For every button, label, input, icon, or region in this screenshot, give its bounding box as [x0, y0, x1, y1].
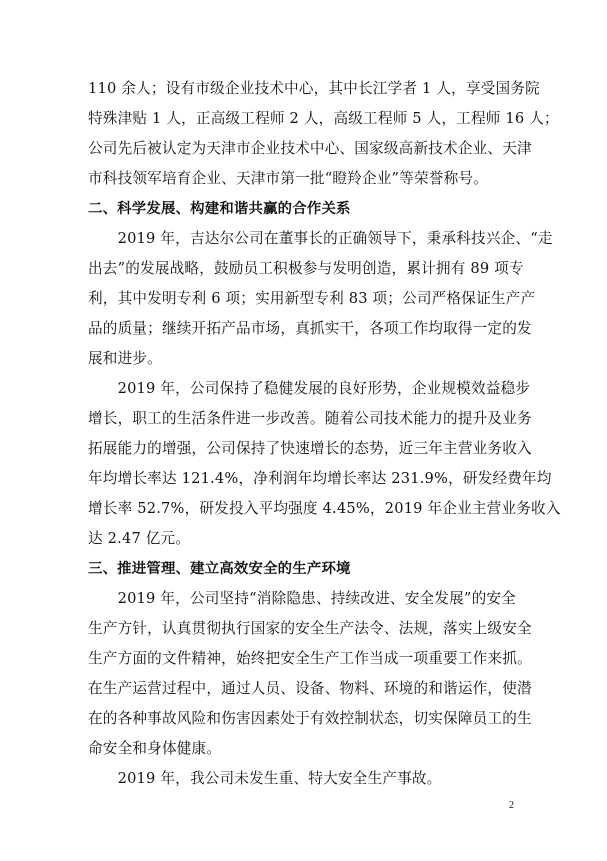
- text-line: 生产方针，认真贯彻执行国家的安全生产法令、法规，落实上级安全: [88, 620, 532, 637]
- text-line: 公司先后被认定为天津市企业技术中心、国家级高新技术企业、天津: [88, 140, 532, 157]
- text-line: 在生产运营过程中，通过人员、设备、物料、环境的和谐运作，使潜: [88, 680, 532, 697]
- text-line: 年均增长率达 121.4%，净利润年均增长率达 231.9%，研发经费年均: [88, 470, 552, 487]
- text-line: 命安全和身体健康。: [88, 740, 222, 757]
- text-line: 2019 年，公司坚持“消除隐患、持续改进、安全发展”的安全: [88, 590, 516, 607]
- text-line: 品的质量；继续开拓产品市场，真抓实干，各项工作均取得一定的发: [88, 320, 532, 337]
- section-heading: 二、科学发展、构建和谐共赢的合作关系: [88, 201, 351, 217]
- text-line: 拓展能力的增强，公司保持了快速增长的态势，近三年主营业务收入: [88, 440, 532, 457]
- text-line: 市科技领军培育企业、天津市第一批“瞪羚企业”等荣誉称号。: [88, 170, 488, 187]
- text-line: 展和进步。: [88, 350, 162, 367]
- text-line: 特殊津贴 1 人，正高级工程师 2 人，高级工程师 5 人，工程师 16 人；: [88, 110, 559, 127]
- body-text: [88, 74, 561, 794]
- text-line: 2019 年，我公司未发生重、特大安全生产事故。: [88, 770, 442, 787]
- text-line: 110 余人；设有市级企业技术中心，其中长江学者 1 人，享受国务院: [88, 80, 540, 97]
- text-line: 生产方面的文件精神，始终把安全生产工作当成一项重要工作来抓。: [88, 650, 532, 667]
- section-heading: 三、推进管理、建立高效安全的生产环境: [88, 561, 351, 577]
- text-line: 增长，职工的生活条件进一步改善。随着公司技术能力的提升及业务: [88, 410, 532, 427]
- text-line: 2019 年，吉达尔公司在董事长的正确领导下，秉承科技兴企、“走: [88, 230, 553, 247]
- text-line: 2019 年，公司保持了稳健发展的良好形势，企业规模效益稳步: [88, 380, 531, 397]
- text-line: 出去”的发展战略，鼓励员工积极参与发明创造，累计拥有 89 项专: [88, 260, 524, 277]
- text-line: 在的各种事故风险和伤害因素处于有效控制状态，切实保障员工的生: [88, 710, 532, 727]
- text-line: 增长率 52.7%，研发投入平均强度 4.45%，2019 年企业主营业务收入: [88, 500, 561, 517]
- text-line: 达 2.47 亿元。: [88, 530, 191, 547]
- text-line: 利，其中发明专利 6 项；实用新型专利 83 项；公司严格保证生产产: [88, 290, 536, 307]
- page-number: 2: [509, 800, 514, 811]
